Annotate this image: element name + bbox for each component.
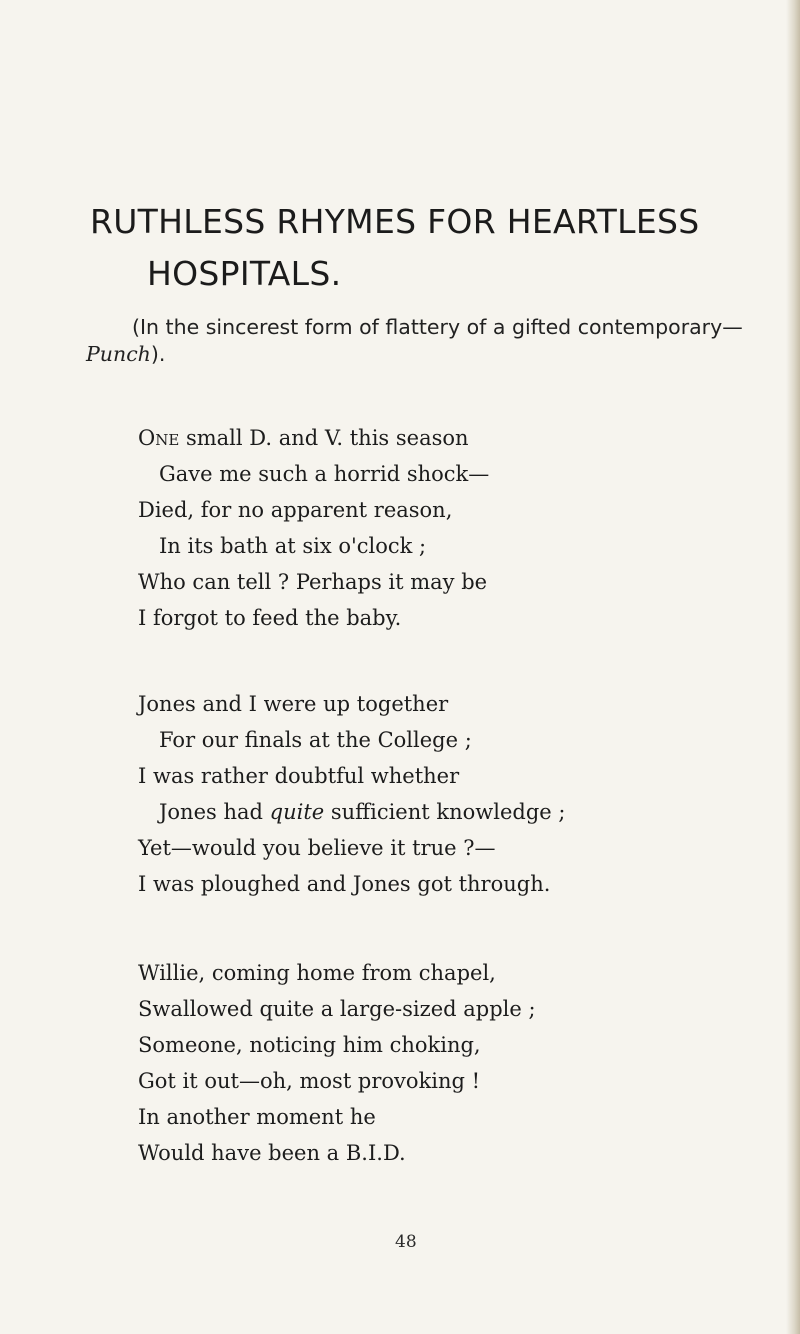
verse-line-pre: Jones had (159, 800, 270, 824)
title-line-2: HOSPITALS. (147, 254, 342, 293)
subtitle-line-2 (86, 341, 791, 368)
verse-line: Swallowed quite a large-sized apple ; (138, 997, 536, 1021)
verse-line: Jones and I were up together (138, 692, 449, 716)
verse-line-post: sufficient knowledge ; (324, 800, 566, 824)
verse-line: Who can tell ? Perhaps it may be (138, 570, 488, 594)
verse-line: For our finals at the College ; (159, 728, 472, 752)
subtitle-line-1: (In the sincerest form of flattery of a gifted contemporary— (132, 315, 743, 339)
verse-line: Yet—would you believe it true ?— (138, 836, 496, 860)
verse-line: Someone, noticing him choking, (138, 1033, 481, 1057)
verse-line (138, 420, 778, 456)
verse-line: I forgot to feed the baby. (138, 606, 402, 630)
verse-line-rest: small D. and V. this season (179, 426, 469, 450)
verse-line: Willie, coming home from chapel, (138, 961, 496, 985)
subtitle (86, 314, 791, 368)
page-edge-shadow (786, 0, 800, 1334)
verse-line: Got it out—oh, most provoking ! (138, 1069, 481, 1093)
title-line-1: RUTHLESS RHYMES FOR HEARTLESS (90, 202, 700, 241)
verse-line: Would have been a B.I.D. (138, 1141, 406, 1165)
verse-line: Died, for no apparent reason, (138, 498, 453, 522)
verse-line: In another moment he (138, 1105, 376, 1129)
stanza-3 (138, 955, 778, 1171)
verse-line: I was ploughed and Jones got through. (138, 872, 551, 896)
stanza-1 (138, 420, 778, 636)
subtitle-source: Punch (86, 342, 151, 366)
verse-line: In its bath at six o'clock ; (159, 534, 427, 558)
verse-initial-caps: One (138, 426, 180, 450)
page-title (90, 196, 750, 300)
verse-line: I was rather doubtful whether (138, 764, 460, 788)
verse-line (138, 794, 778, 830)
subtitle-close: ). (150, 342, 166, 366)
verse-emphasis: quite (269, 800, 325, 824)
verse-line: Gave me such a horrid shock— (159, 462, 490, 486)
stanza-2 (138, 686, 778, 902)
page-number: 48 (395, 1232, 417, 1252)
